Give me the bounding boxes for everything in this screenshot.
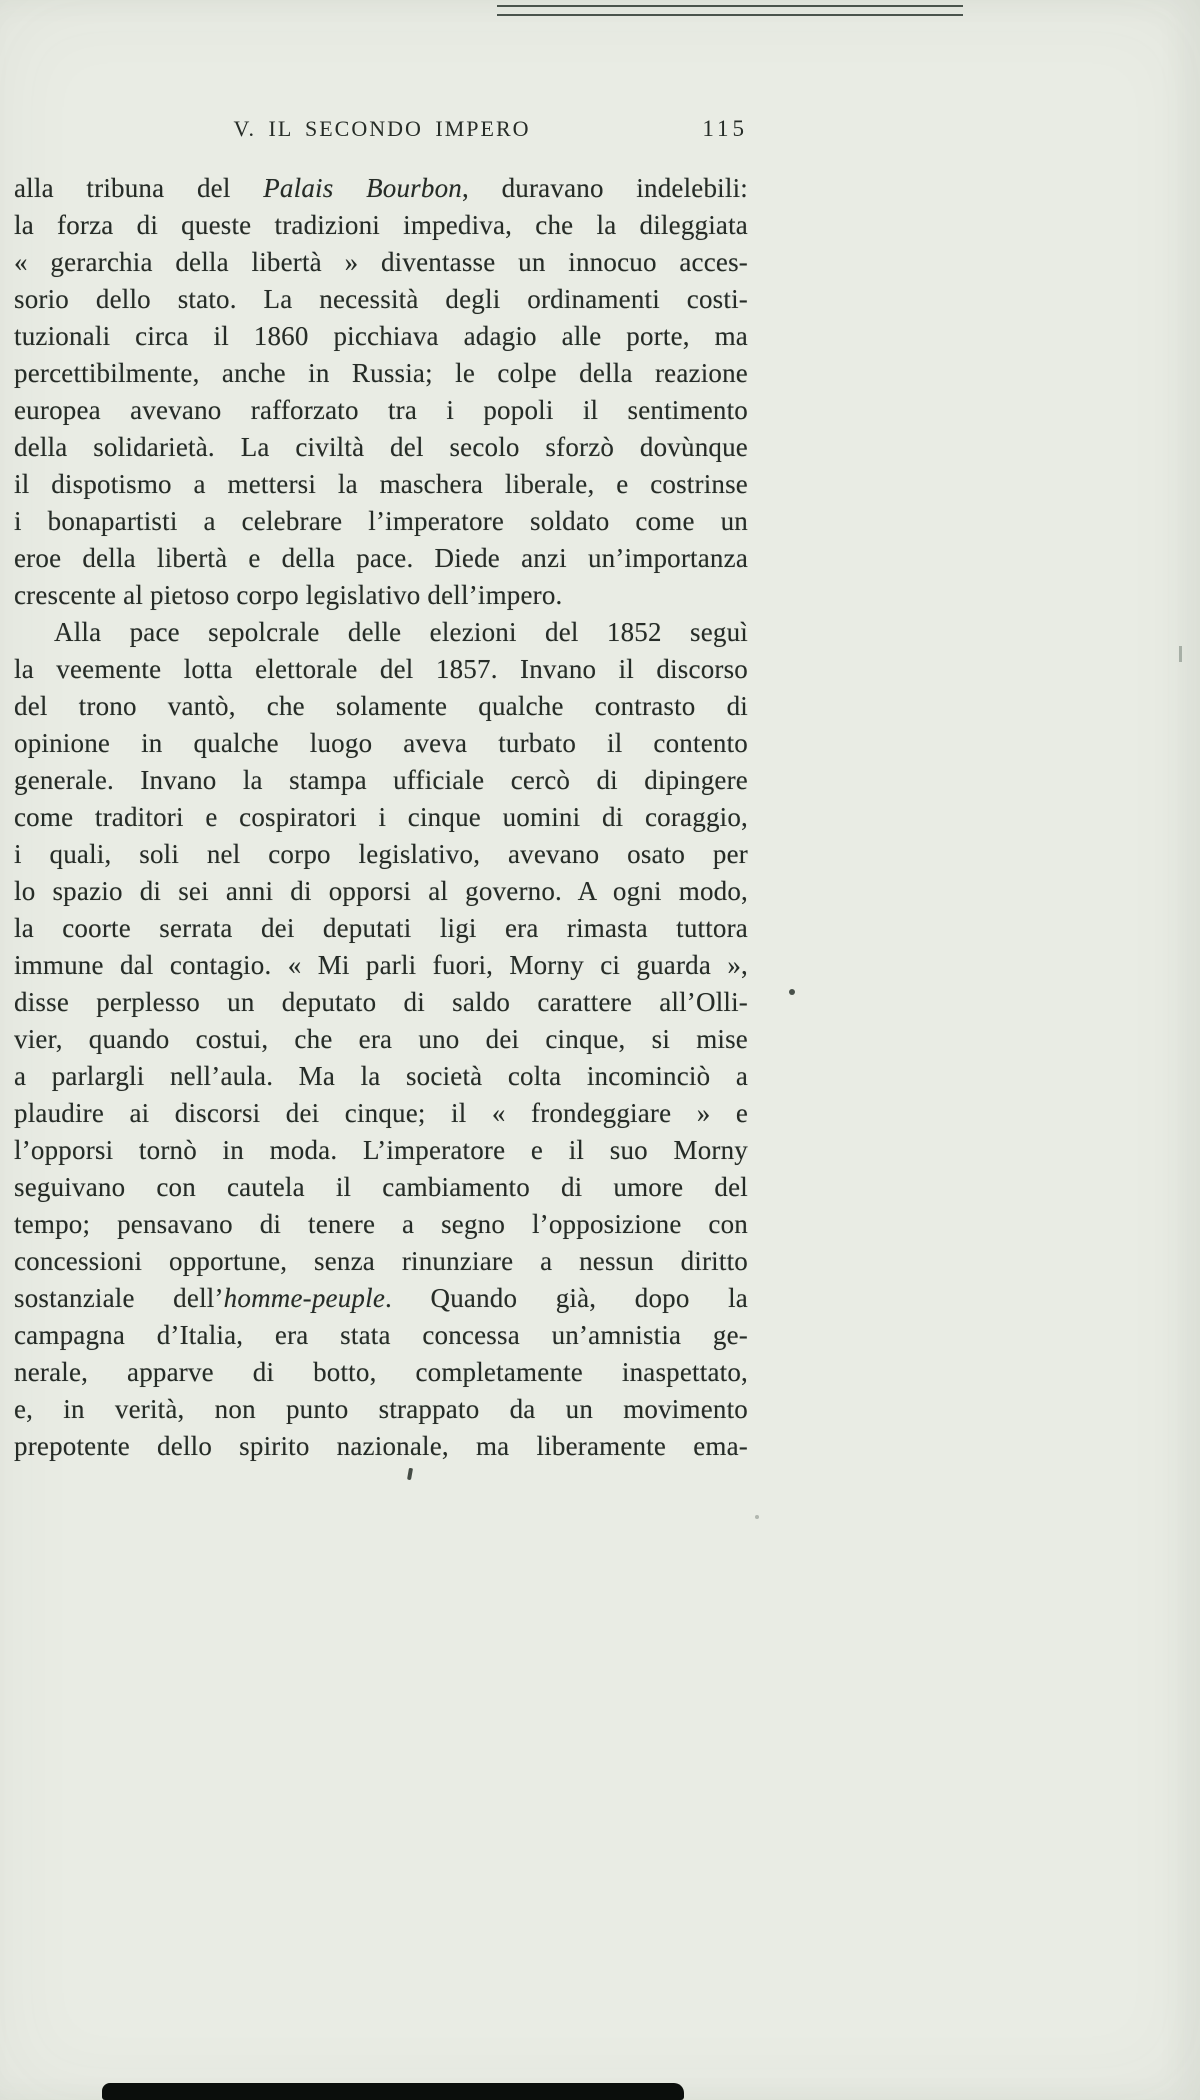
text-run: la forza di queste tradizioni impediva, che la dileggiata (14, 210, 748, 240)
text-line (14, 873, 748, 910)
text-run: l’opporsi tornò in moda. L’imperatore e il suo Morny (14, 1135, 748, 1165)
text-run: campagna d’Italia, era stata concessa un’amnistia ge- (14, 1320, 748, 1350)
text-line (14, 947, 748, 984)
text-line (14, 1428, 748, 1465)
text-line (14, 392, 748, 429)
text-line (14, 651, 748, 688)
text-line (14, 1206, 748, 1243)
text-line (14, 614, 748, 651)
text-line (14, 466, 748, 503)
text-run: i quali, soli nel corpo legislativo, avevano osato per (14, 839, 748, 869)
paragraph (14, 170, 748, 614)
text-run: disse perplesso un deputato di saldo carattere all’Olli- (14, 987, 748, 1017)
text-run: e, in verità, non punto strappato da un movimento (14, 1394, 748, 1424)
text-run: tempo; pensavano di tenere a segno l’opposizione con (14, 1209, 748, 1239)
text-line (14, 355, 748, 392)
page-header (14, 116, 750, 146)
text-line (14, 429, 748, 466)
italic-run: Palais Bourbon (263, 173, 462, 203)
scan-speck-faint-dot (755, 1515, 759, 1519)
top-double-rule (497, 5, 963, 16)
scan-speck-dot (789, 989, 795, 995)
text-line (14, 1169, 748, 1206)
text-line (14, 725, 748, 762)
text-run: seguivano con cautela il cambiamento di umore del (14, 1172, 748, 1202)
text-run: prepotente dello spirito nazionale, ma liberamente ema- (14, 1431, 748, 1461)
text-run: sostanziale dell’ (14, 1283, 224, 1313)
text-run: , duravano indelebili: (461, 173, 748, 203)
text-line (14, 577, 748, 614)
text-run: concessioni opportune, senza rinunziare a nessun diritto (14, 1246, 748, 1276)
text-run: . Quando già, dopo la (385, 1283, 748, 1313)
text-line (14, 281, 748, 318)
text-run: Alla pace sepolcrale delle elezioni del 1852 seguì (54, 617, 748, 647)
text-run: la coorte serrata dei deputati ligi era rimasta tuttora (14, 913, 748, 943)
text-line (14, 1280, 748, 1317)
text-run: vier, quando costui, che era uno dei cinque, si mise (14, 1024, 748, 1054)
text-run: tuzionali circa il 1860 picchiava adagio alle porte, ma (14, 321, 748, 351)
text-line (14, 762, 748, 799)
text-run: a parlargli nell’aula. Ma la società colta incominciò a (14, 1061, 748, 1091)
text-run: della solidarietà. La civiltà del secolo sforzò dovùnque (14, 432, 748, 462)
text-run: come traditori e cospiratori i cinque uomini di coraggio, (14, 802, 748, 832)
text-run: plaudire ai discorsi dei cinque; il « frondeggiare » e (14, 1098, 748, 1128)
text-line (14, 503, 748, 540)
text-line (14, 836, 748, 873)
text-line (14, 1243, 748, 1280)
text-run: il dispotismo a mettersi la maschera liberale, e costrinse (14, 469, 748, 499)
text-line (14, 244, 748, 281)
text-run: alla tribuna del (14, 173, 264, 203)
running-title: V. IL SECONDO IMPERO (233, 116, 531, 141)
scan-speck-apostrophe (407, 1468, 413, 1481)
text-line (14, 799, 748, 836)
page-number: 115 (702, 116, 748, 141)
text-run: lo spazio di sei anni di opporsi al governo. A ogni modo, (14, 876, 748, 906)
text-line (14, 688, 748, 725)
text-run: immune dal contagio. « Mi parli fuori, Morny ci guarda », (14, 950, 748, 980)
bottom-scan-bar (102, 2083, 684, 2100)
text-line (14, 984, 748, 1021)
text-line (14, 1132, 748, 1169)
text-run: generale. Invano la stampa ufficiale cercò di dipingere (14, 765, 748, 795)
scan-speck-tick (1179, 646, 1182, 662)
text-run: del trono vantò, che solamente qualche contrasto di (14, 691, 748, 721)
text-run: nerale, apparve di botto, completamente inaspettato, (14, 1357, 748, 1387)
text-line (14, 910, 748, 947)
text-line (14, 1354, 748, 1391)
text-run: percettibilmente, anche in Russia; le colpe della reazione (14, 358, 748, 388)
text-line (14, 207, 748, 244)
text-block (14, 170, 748, 1465)
text-run: crescente al pietoso corpo legislativo dell’impero. (14, 580, 563, 610)
text-run: « gerarchia della libertà » diventasse un innocuo acces- (14, 247, 748, 277)
text-run: opinione in qualche luogo aveva turbato il contento (14, 728, 748, 758)
text-run: sorio dello stato. La necessità degli ordinamenti costi- (14, 284, 748, 314)
text-line (14, 318, 748, 355)
text-line (14, 170, 748, 207)
text-line (14, 1021, 748, 1058)
text-run: la veemente lotta elettorale del 1857. Invano il discorso (14, 654, 748, 684)
paragraph (14, 614, 748, 1465)
text-line (14, 540, 748, 577)
text-run: eroe della libertà e della pace. Diede anzi un’importanza (14, 543, 748, 573)
text-line (14, 1317, 748, 1354)
text-line (14, 1095, 748, 1132)
text-line (14, 1391, 748, 1428)
text-line (14, 1058, 748, 1095)
italic-run: homme-peuple (223, 1283, 386, 1313)
text-run: i bonapartisti a celebrare l’imperatore soldato come un (14, 506, 748, 536)
text-run: europea avevano rafforzato tra i popoli il sentimento (14, 395, 748, 425)
